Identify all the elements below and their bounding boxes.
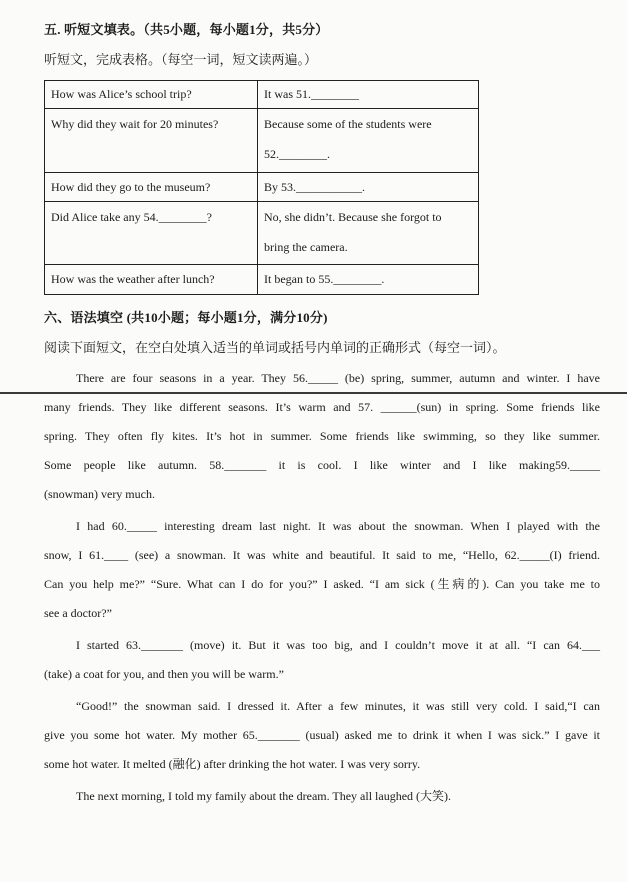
passage-line: see a doctor?”	[44, 606, 112, 620]
passage-line: There are four seasons in a year. They 56._____ (be) spring, summer, autumn and winter. I have	[76, 371, 600, 385]
question-text: How was the weather after lunch?	[51, 272, 215, 286]
answer-cell	[258, 109, 479, 173]
paragraph	[44, 692, 600, 779]
paragraph	[44, 631, 600, 689]
section-5-instruction: 听短文，完成表格。（每空一词，短文读两遍。）	[44, 52, 318, 67]
passage-line: give you some hot water. My mother 65._______ (usual) asked me to drink it when I was sick.” I gave it	[44, 728, 600, 742]
answer-text: By 53.___________.	[264, 180, 366, 194]
section-5-heading: 五. 听短文填表。（共5小题，每小题1分，共5分）	[44, 22, 329, 37]
answer-text: Because some of the students were	[264, 117, 432, 131]
passage-line: The next morning, I told my family about the dream. They all laughed (大笑).	[76, 789, 452, 803]
passage-line: “Good!” the snowman said. I dressed it. After a few minutes, it was still very cold. I said,“I can	[76, 699, 600, 713]
table-row	[45, 265, 479, 295]
question-text: Did Alice take any 54.________?	[51, 210, 212, 224]
question-cell	[45, 173, 258, 202]
paragraph	[44, 364, 600, 509]
table-row	[45, 202, 479, 265]
passage-line: snow, I 61.____ (see) a snowman. It was white and beautiful. It said to me, “Hello, 62._____(I) friend.	[44, 548, 600, 562]
passage-line: I had 60._____ interesting dream last night. It was about the snowman. When I played with the	[76, 519, 600, 533]
passage-line: Some people like autumn. 58._______ it is cool. I like winter and I like making59._____	[44, 458, 600, 472]
passage-line: Can you help me?” “Sure. What can I do for you?” I asked. “I am sick (生病的). Can you take me to	[44, 577, 600, 591]
passage-line: I started 63._______ (move) it. But it was too big, and I couldn’t move it at all. “I can 64.___	[76, 638, 600, 652]
question-text: How did they go to the museum?	[51, 180, 211, 194]
section-6-heading: 六、语法填空 (共10小题；每小题1分，满分10分)	[44, 310, 328, 325]
passage-line: (snowman) very much.	[44, 487, 155, 501]
answer-cell	[258, 265, 479, 295]
passage	[44, 364, 600, 811]
paragraph	[44, 782, 600, 811]
passage-line: spring. They often fly kites. It’s hot in summer. Some friends like swimming, so they like summer.	[44, 429, 600, 443]
passage-line: (take) a coat for you, and then you will be warm.”	[44, 667, 284, 681]
section-6-instruction: 阅读下面短文，在空白处填入适当的单词或括号内单词的正确形式（每空一词）。	[44, 340, 506, 355]
answer-text: It was 51.________	[264, 87, 359, 101]
question-cell	[45, 109, 258, 173]
listening-table	[44, 80, 479, 295]
table-row	[45, 173, 479, 202]
table-row	[45, 109, 479, 173]
question-cell	[45, 202, 258, 265]
question-cell	[45, 81, 258, 109]
paragraph	[44, 512, 600, 628]
answer-text: It began to 55.________.	[264, 272, 385, 286]
question-text: Why did they wait for 20 minutes?	[51, 117, 219, 131]
table-row	[45, 81, 479, 109]
scan-fold-line	[0, 392, 627, 394]
question-text: How was Alice’s school trip?	[51, 87, 192, 101]
question-cell	[45, 265, 258, 295]
answer-text: bring the camera.	[264, 240, 348, 254]
passage-line: some hot water. It melted (融化) after drinking the hot water. I was very sorry.	[44, 757, 421, 771]
answer-cell	[258, 202, 479, 265]
answer-text: No, she didn’t. Because she forgot to	[264, 210, 442, 224]
answer-text: 52.________.	[264, 147, 330, 161]
answer-cell	[258, 81, 479, 109]
answer-cell	[258, 173, 479, 202]
passage-line: many friends. They like different seasons. It’s warm and 57. ______(sun) in spring. Some friends like	[44, 400, 600, 414]
